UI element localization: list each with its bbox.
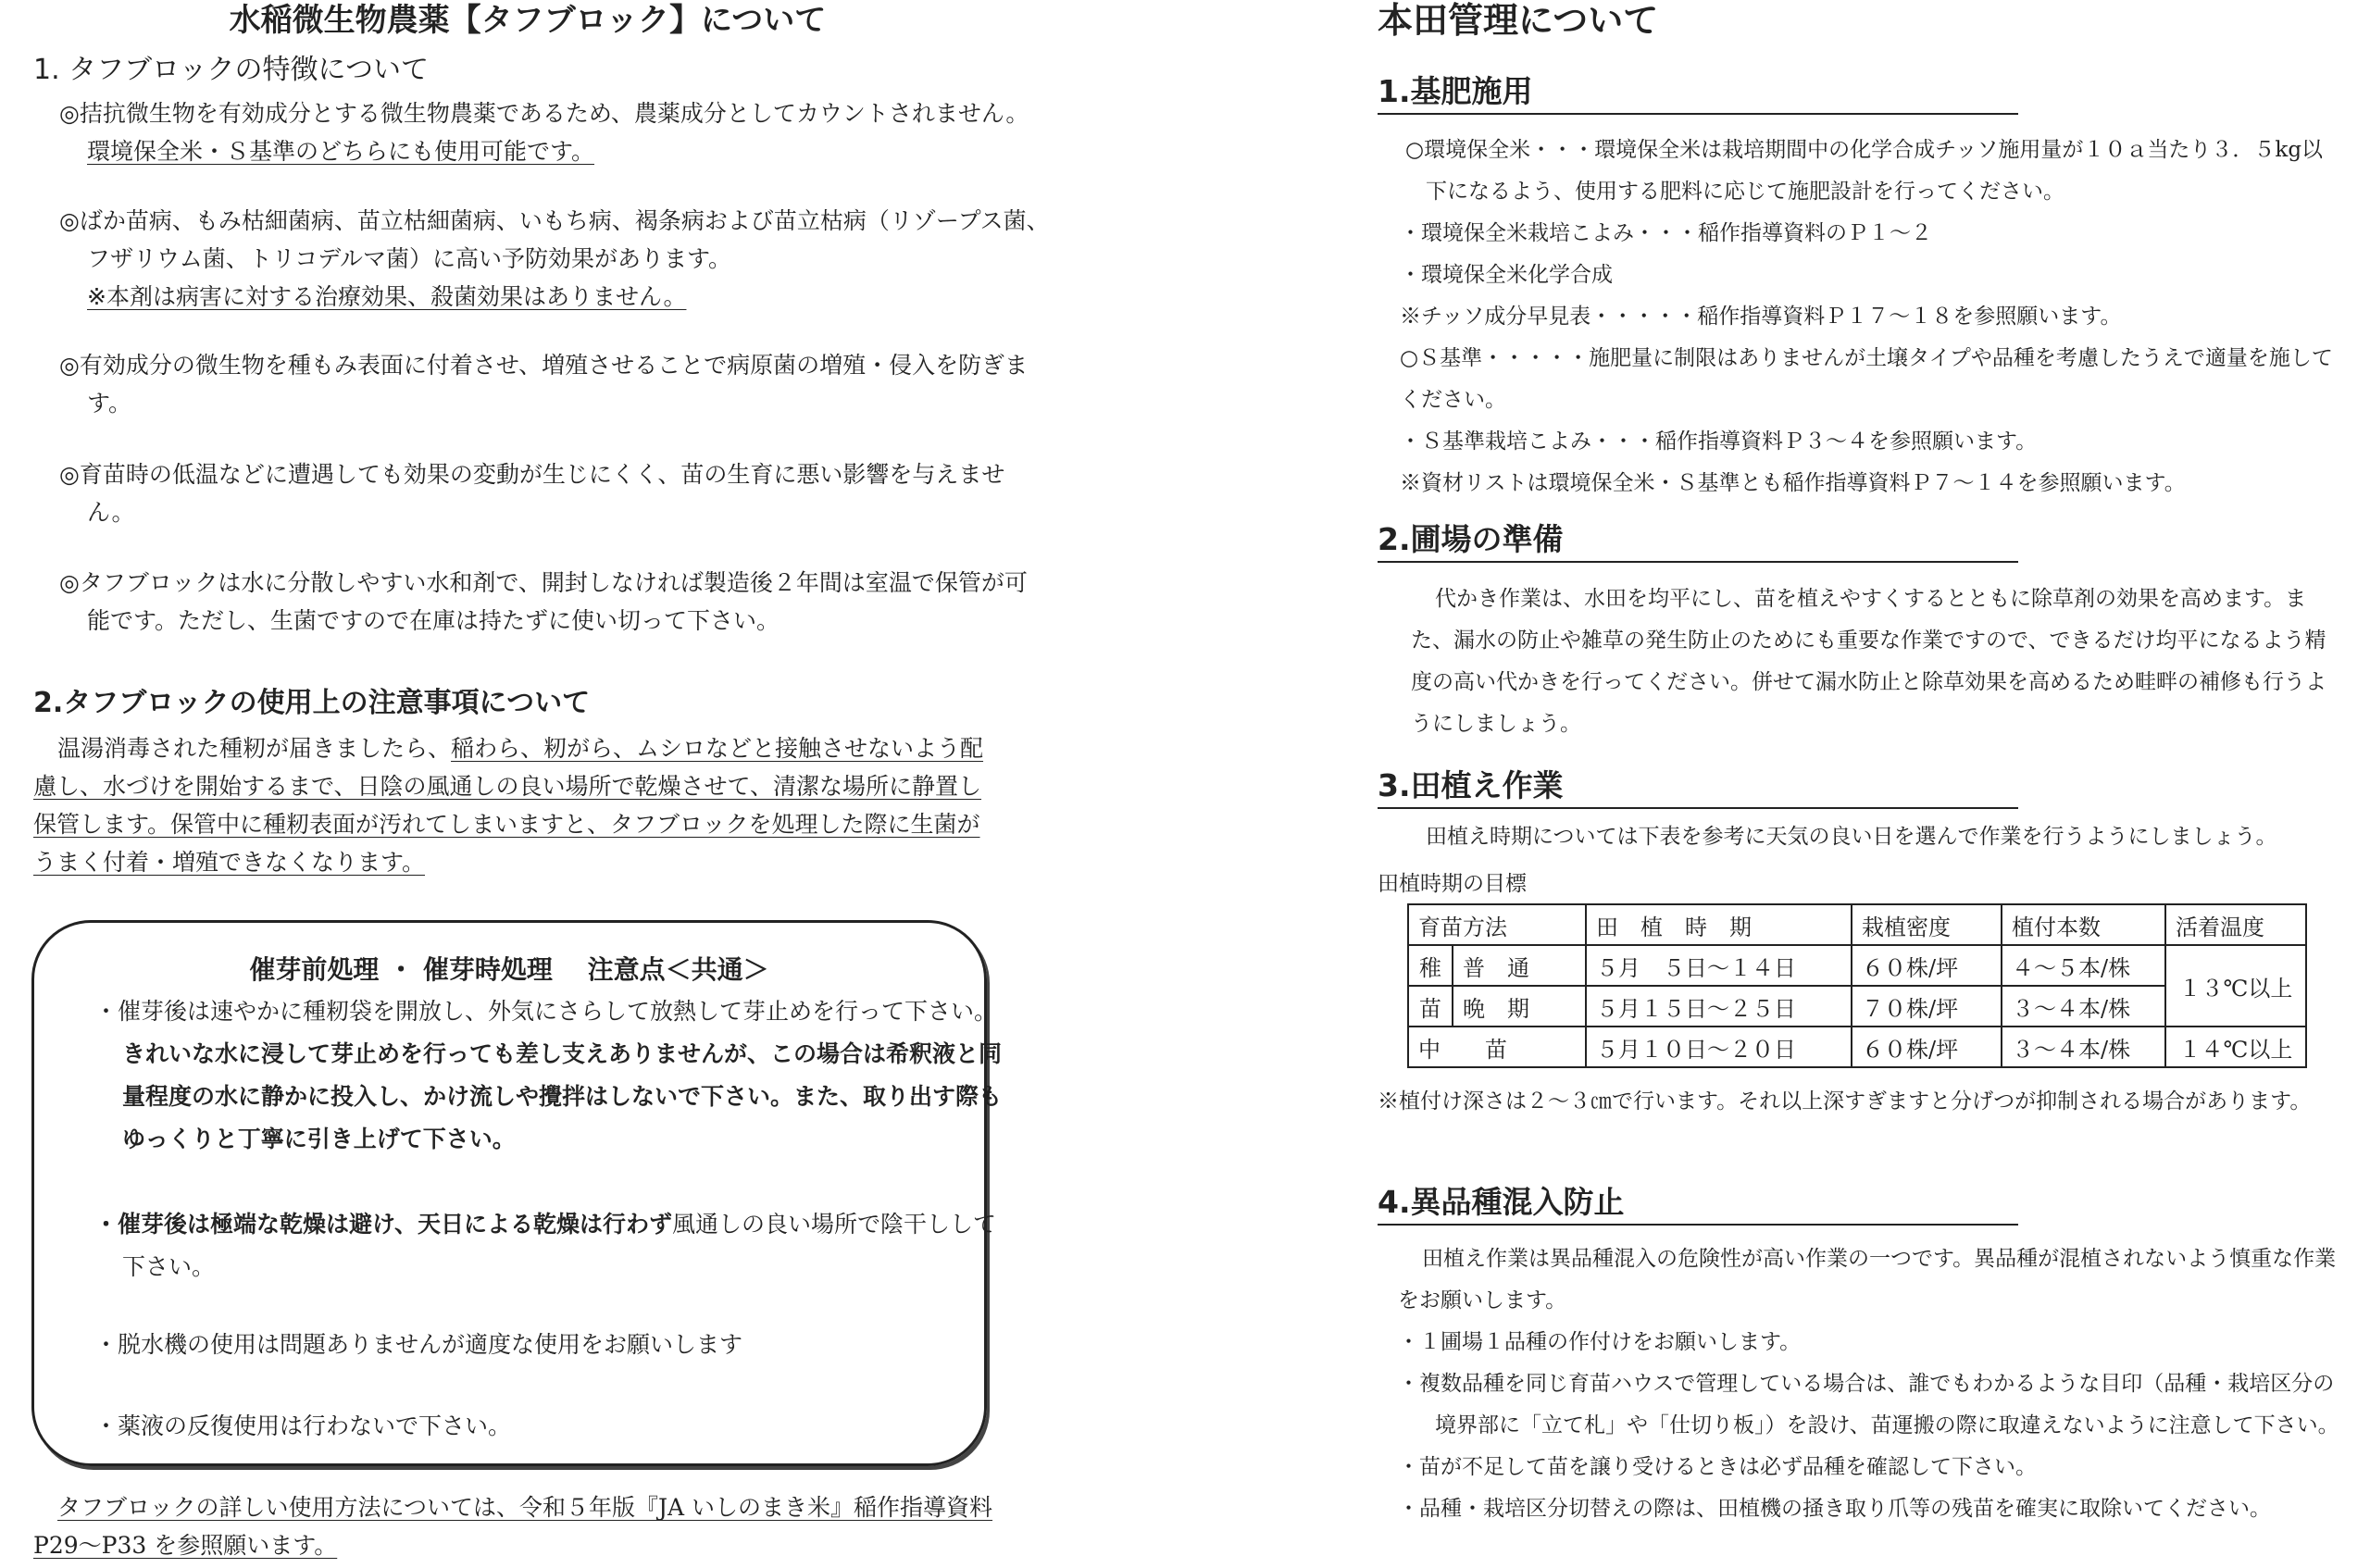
- table-header-cell: 活着温度: [2165, 904, 2306, 945]
- basal-line: ・Ｓ基準栽培こよみ・・・稲作指導資料Ｐ３～４を参照願います。: [1400, 429, 2038, 454]
- table-cell: ６０株/坪: [1852, 945, 2002, 986]
- table-cell: ４～５本/株: [2002, 945, 2165, 986]
- table-cell: １４℃以上: [2165, 1027, 2306, 1067]
- table-cell: ６０株/坪: [1852, 1027, 2002, 1067]
- feature-item: [39, 94, 1050, 170]
- basal-line: ※資材リストは環境保全米・Ｓ基準とも稲作指導資料Ｐ７～１４を参照願います。: [1400, 471, 2186, 495]
- table-cell: ７０株/坪: [1852, 986, 2002, 1027]
- caution-item: ・薬液の反復使用は行わないで下さい。: [94, 1412, 512, 1439]
- precautions-text: [33, 729, 996, 881]
- precautions-underlined: 稲わら、籾がら、ムシロなどと接触させないよう配慮し、水づけを開始するまで、日陰の風通しの良い場所で乾燥させて、清潔な場所に静置し保管します。保管中に種籾表面が汚れてしまいますと、タフブロックを処理した際に生菌がうまく付着・増殖できなくなります。: [33, 735, 984, 876]
- section-heading-field-prep: 2.圃場の準備: [1378, 520, 2018, 563]
- caution-item: [74, 1203, 1011, 1288]
- caution-text-bold: きれいな水に浸して芽止めを行っても差し支えありませんが、この場合は希釈液と同量程度の水に静かに投入し、かけ流しや攪拌はしないで下さい。また、取り出す際もゆっくりと丁寧に引き上げて下さい。: [122, 1040, 1003, 1152]
- feature-item: [39, 455, 1050, 531]
- field-prep-text: 代かき作業は、水田を均平にし、苗を植えやすくするとともに除草剤の効果を高めます。また、漏水の防止や雑草の発生防止のためにも重要な作業ですので、できるだけ均平になるよう精度の高い代かきを行ってください。併せて漏水防止と除草効果を高めるため畦畔の補修も行うようにしましょう。: [1411, 587, 2326, 736]
- caution-text: 風通しの良い場所で陰干しして下さい。: [122, 1211, 997, 1280]
- basal-line: ※チッソ成分早見表・・・・・稲作指導資料Ｐ１７～１８を参照願います。: [1400, 305, 2122, 329]
- feature-note: ※本剤は病害に対する治療効果、殺菌効果はありません。: [87, 283, 687, 310]
- table-header-cell: 栽植密度: [1852, 904, 2002, 945]
- caution-box-title: 催芽前処理 ・ 催芽時処理 注意点＜共通＞: [249, 954, 769, 985]
- page-title-right: 本田管理について: [1378, 0, 1659, 41]
- variety-lead: 田植え作業は異品種混入の危険性が高い作業の一つです。異品種が混植されないよう慎重な作業をお願いします。: [1398, 1247, 2337, 1313]
- planting-lead: 田植え時期については下表を参考に天気の良い日を選んで作業を行うようにしましょう。: [1426, 825, 2277, 849]
- table-header-cell: 田 植 時 期: [1586, 904, 1852, 945]
- caution-text: ・催芽後は速やかに種籾袋を開放し、外気にさらして放熱して芽止めを行って下さい。: [94, 998, 998, 1025]
- variety-item: ・品種・栽培区分切替えの際は、田植機の掻き取り爪等の残苗を確実に取除いてください。: [1398, 1497, 2271, 1521]
- section-heading-variety-mixing: 4.異品種混入防止: [1378, 1183, 2018, 1226]
- table-cell: １３℃以上: [2165, 945, 2306, 1027]
- caution-item: [74, 990, 1011, 1161]
- table-cell: ５月 ５日～１４日: [1586, 945, 1852, 986]
- feature-item: [39, 202, 1050, 316]
- caution-text-bold: ・催芽後は極端な乾燥は避け、天日による乾燥は行わず: [94, 1211, 673, 1238]
- precautions-intro: 温湯消毒された種籾が届きましたら、: [57, 735, 452, 762]
- footer-reference: タフブロックの詳しい使用方法については、令和５年版『JA いしのまき米』稲作指導資料 P29～P33 を参照願います。: [33, 1494, 993, 1559]
- variety-item: ・複数品種を同じ育苗ハウスで管理している場合は、誰でもわかるような目印（品種・栽培区分の境界部に「立て札」や「仕切り板」）を設け、苗運搬の際に取違えないように注意して下さい。: [1398, 1372, 2339, 1437]
- table-header-cell: 植付本数: [2002, 904, 2165, 945]
- section-heading-planting: 3.田植え作業: [1378, 766, 2018, 809]
- section-heading-basal-fertilizer: 1.基肥施用: [1378, 72, 2018, 115]
- section-heading-precautions: 2.タフブロックの使用上の注意事項について: [33, 687, 591, 719]
- table-group-label: 苗: [1408, 986, 1453, 1027]
- basal-fertilizer-body: [1400, 130, 2344, 504]
- variety-item: ・１圃場１品種の作付けをお願いします。: [1398, 1330, 1802, 1354]
- table-cell: ３～４本/株: [2002, 986, 2165, 1027]
- page-title-left: 水稲微生物農薬【タフブロック】について: [229, 2, 827, 39]
- table-header-row: [1408, 904, 2306, 945]
- table-group-label: 稚: [1408, 945, 1453, 986]
- basal-line: ・環境保全米栽培こよみ・・・稲作指導資料のＰ１～２: [1400, 221, 1932, 245]
- table-cell: 中 苗: [1408, 1027, 1586, 1067]
- basal-line: ・環境保全米化学合成: [1400, 263, 1613, 287]
- table-row: [1408, 1027, 2306, 1067]
- section-heading-features: 1. タフブロックの特徴について: [33, 54, 429, 86]
- variety-item: ・苗が不足して苗を譲り受けるときは必ず品種を確認して下さい。: [1398, 1455, 2037, 1479]
- table-cell: ５月１５日～２５日: [1586, 986, 1852, 1027]
- feature-item: [39, 346, 1050, 422]
- table-cell: 晩 期: [1453, 986, 1586, 1027]
- feature-text: ◎有効成分の微生物を種もみ表面に付着させ、増殖させることで病原菌の増殖・侵入を防ぎます。: [59, 352, 1029, 417]
- table-cell: 普 通: [1453, 945, 1586, 986]
- basal-line: ○環境保全米・・・環境保全米は栽培期間中の化学合成チッソ施用量が１０ａ当たり３．５kg以下になるよう、使用する肥料に応じて施肥設計を行ってください。: [1405, 138, 2324, 204]
- variety-mixing-body: [1385, 1238, 2352, 1530]
- planting-table-title: 田植時期の目標: [1378, 872, 1527, 896]
- table-header-cell: 育苗方法: [1408, 904, 1586, 945]
- feature-note: 環境保全米・Ｓ基準のどちらにも使用可能です。: [87, 138, 595, 165]
- basal-line: ○Ｓ基準・・・・・施肥量に制限はありませんが土壌タイプや品種を考慮したうえで適量を施してください。: [1400, 346, 2333, 412]
- feature-text: ◎タフブロックは水に分散しやすい水和剤で、開封しなければ製造後２年間は室温で保管が可能です。ただし、生菌ですので在庫は持たずに使い切って下さい。: [59, 569, 1028, 634]
- feature-item: [39, 564, 1050, 640]
- table-cell: ３～４本/株: [2002, 1027, 2165, 1067]
- table-cell: ５月１０日～２０日: [1586, 1027, 1852, 1067]
- planting-schedule-table: [1407, 903, 2307, 1068]
- feature-text: ◎育苗時の低温などに遭遇しても効果の変動が生じにくく、苗の生育に悪い影響を与えません。: [59, 461, 1005, 526]
- caution-item: ・脱水機の使用は問題ありませんが適度な使用をお願いします: [94, 1331, 743, 1358]
- feature-text: ◎ばか苗病、もみ枯細菌病、苗立枯細菌病、いもち病、褐条病および苗立枯病（リゾープス菌、フザリウム菌、トリコデルマ菌）に高い予防効果があります。: [59, 207, 1050, 272]
- feature-text: ◎拮抗微生物を有効成分とする微生物農薬であるため、農薬成分としてカウントされません。: [59, 100, 1029, 127]
- planting-note: ※植付け深さは２～３㎝で行います。それ以上深すぎますと分げつが抑制される場合があります。: [1378, 1089, 2312, 1114]
- table-row: [1408, 945, 2306, 986]
